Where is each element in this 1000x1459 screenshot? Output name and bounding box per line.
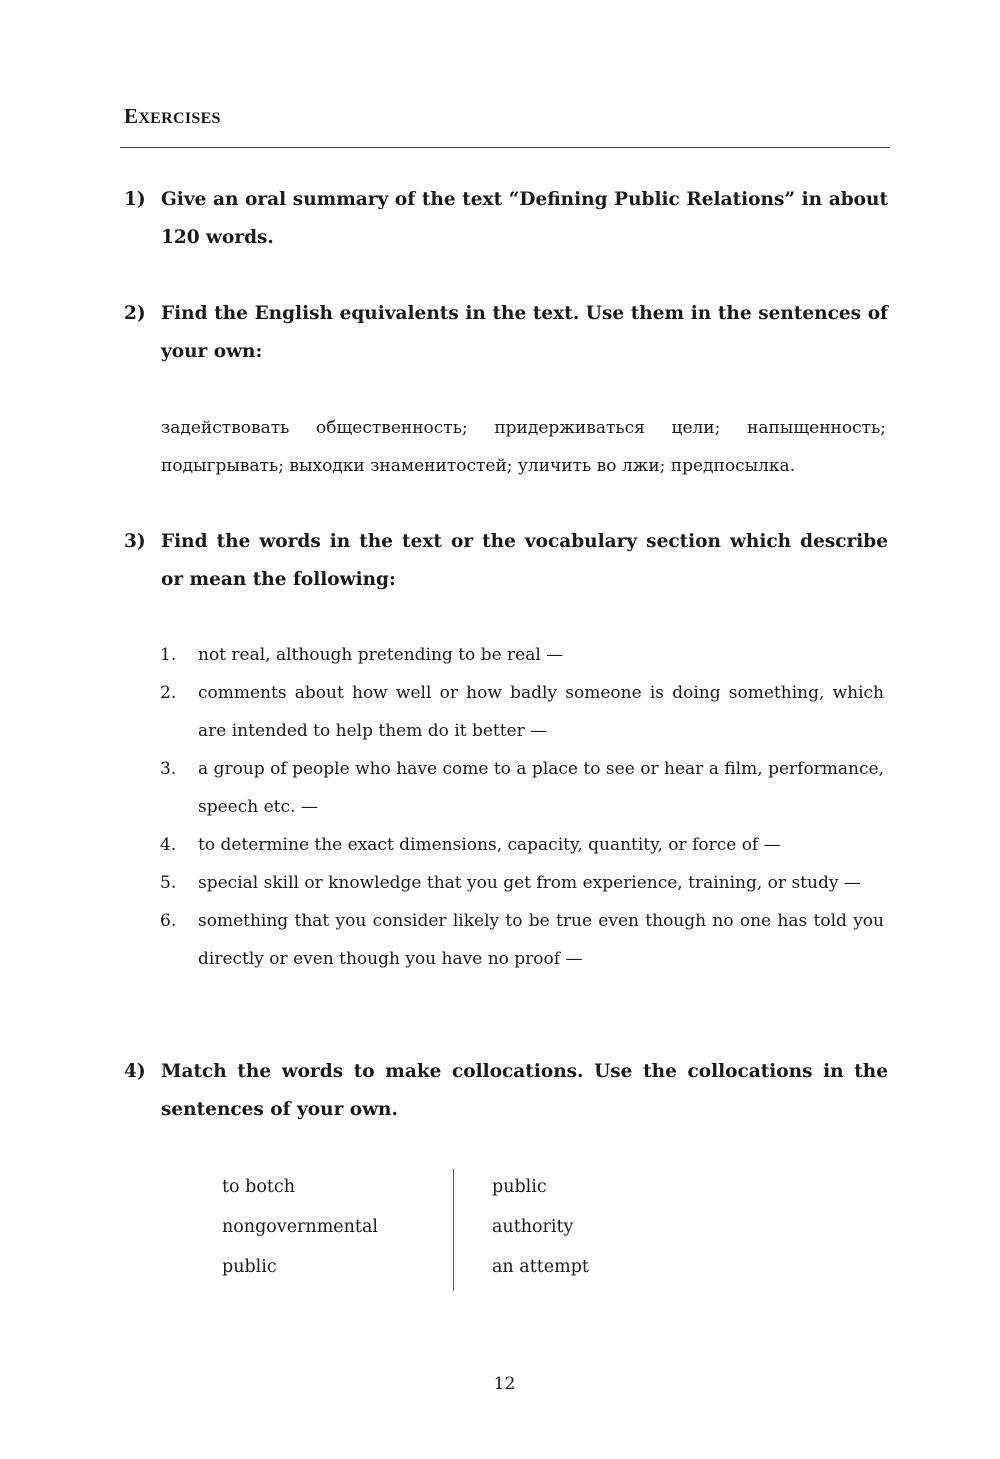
exercise-2 [124,295,888,371]
exercise-number: 3) [124,531,146,552]
page-number: 12 [493,1374,516,1394]
section-heading [124,104,221,129]
list-item [160,674,884,750]
exercise-number: 4) [124,1061,146,1082]
item-text: to determine the exact dimensions, capacity, quantity, or force of — [198,835,781,855]
list-item [160,636,884,674]
item-number: 5. [160,873,177,893]
collocation-word: authority [492,1217,574,1237]
list-item [160,826,884,864]
exercise-title: Give an oral summary of the text “Defining Public Relations” in about 120 words. [161,189,888,248]
item-text: something that you consider likely to be true even though no one has told you directly or even though you have no proof — [198,911,884,969]
collocation-right-column [454,1167,589,1291]
heading-rest: XERCISES [138,110,221,127]
collocation-word: nongovernmental [222,1217,378,1237]
exercise-number: 1) [124,189,146,210]
list-item [160,750,884,826]
exercise-1 [124,181,888,257]
item-text: comments about how well or how badly someone is doing something, which are intended to help them do it better — [198,683,884,741]
collocation-word: to botch [222,1177,295,1197]
collocation-word: an attempt [492,1257,589,1277]
exercise-number: 2) [124,303,146,324]
item-number: 3. [160,759,177,779]
russian-terms: задействовать общественность; придерживаться цели; напыщенность; подыгрывать; выходки знаменитостей; уличить во лжи; предпосылка. [161,418,886,476]
exercise-3 [124,523,888,599]
item-number: 6. [160,911,177,931]
item-text: not real, although pretending to be real — [198,645,564,665]
exercise-title: Find the words in the text or the vocabulary section which describe or mean the following: [161,531,888,590]
item-number: 4. [160,835,177,855]
list-item [160,864,884,902]
exercise-title: Match the words to make collocations. Use the collocations in the sentences of your own. [161,1061,888,1120]
heading-divider [120,147,890,148]
heading-initial: E [124,104,139,128]
collocation-table [220,1167,589,1291]
item-number: 1. [160,645,177,665]
list-item [160,902,884,978]
item-text: special skill or knowledge that you get from experience, training, or study — [198,873,861,893]
exercise-title: Find the English equivalents in the text. Use them in the sentences of your own: [161,303,888,362]
exercise-4 [124,1053,888,1129]
item-text: a group of people who have come to a place to see or hear a film, performance, speech etc. — [198,759,884,817]
collocation-word: public [222,1257,277,1277]
collocation-left-column [220,1167,453,1291]
definitions-list [160,636,884,978]
item-number: 2. [160,683,177,703]
collocation-word: public [492,1177,547,1197]
